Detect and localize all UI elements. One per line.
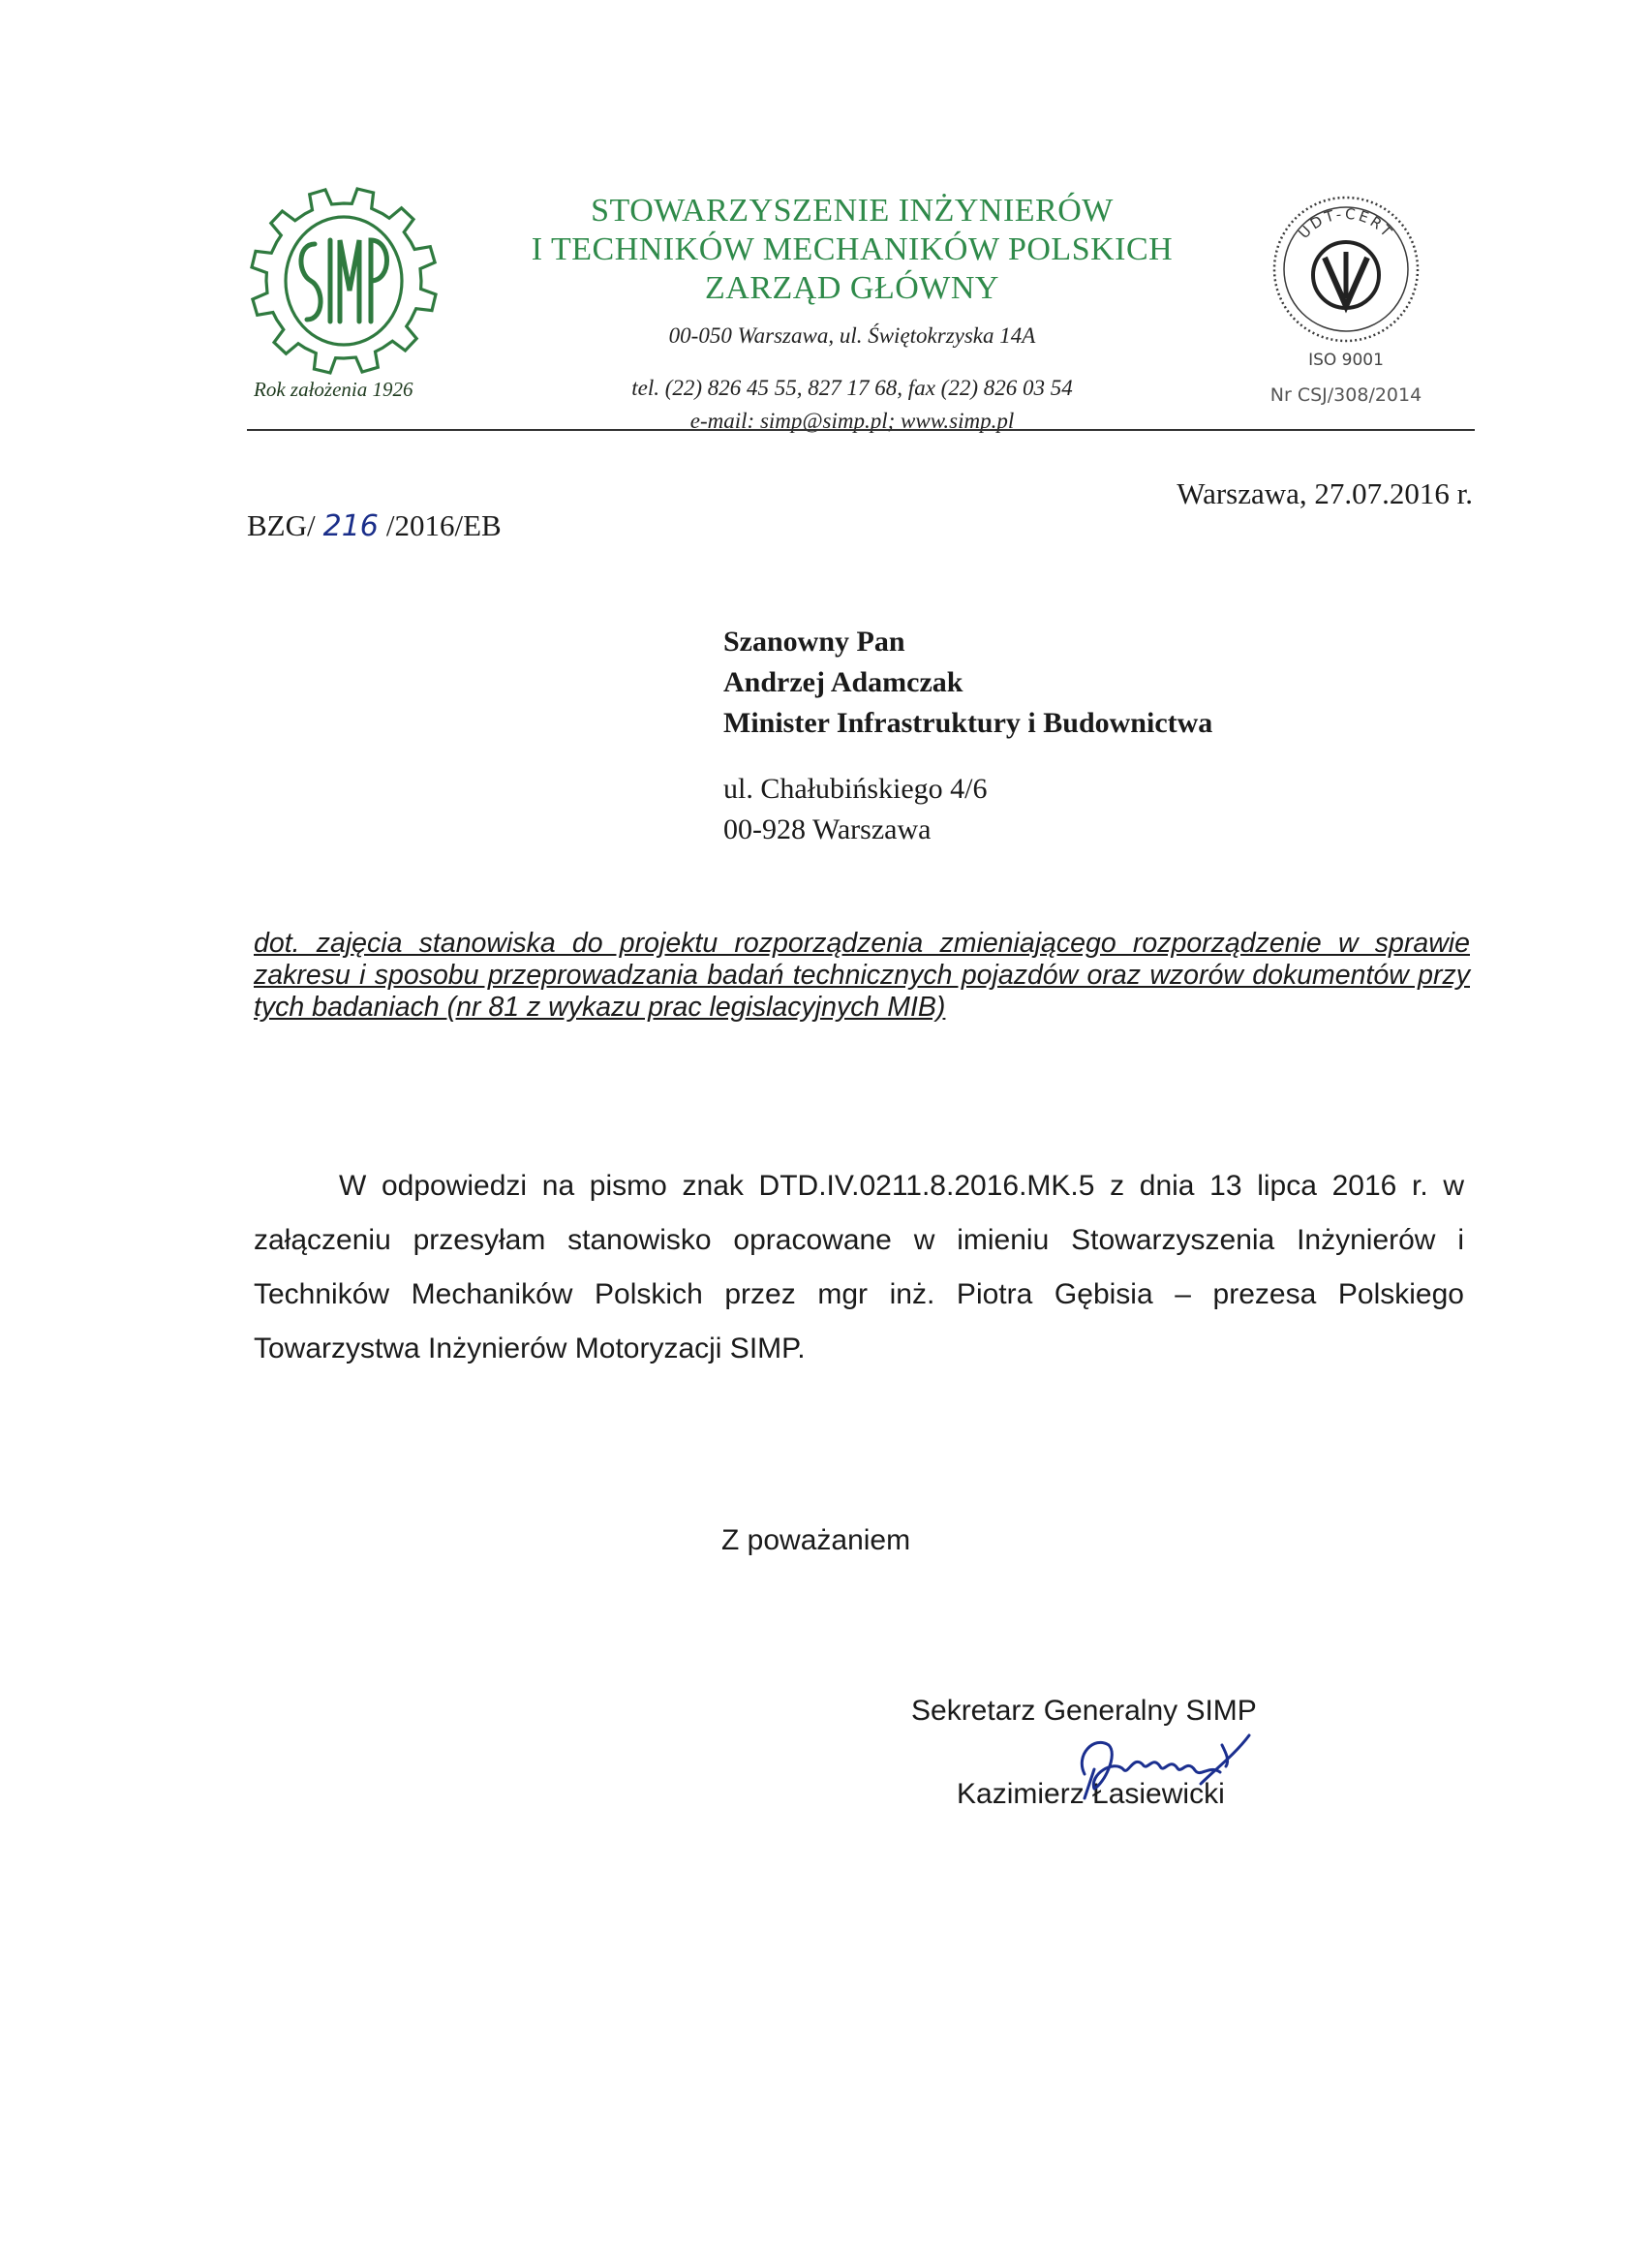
recipient-title: Minister Infrastruktury i Budownictwa (723, 707, 1213, 739)
contact-block (542, 320, 1162, 438)
org-name-line-3: ZARZĄD GŁÓWNY (705, 270, 999, 306)
recipient-city: 00-928 Warszawa (723, 813, 932, 845)
reference-handwritten-number: 216 (322, 509, 379, 543)
recipient-address (723, 769, 988, 850)
reference-number (247, 508, 502, 543)
org-name-line-2: I TECHNIKÓW MECHANIKÓW POLSKICH (531, 231, 1174, 267)
recipient-salutation: Szanowny Pan (723, 626, 905, 658)
recipient-block (723, 622, 1212, 744)
simp-logo (247, 184, 441, 378)
signatory-name: Kazimierz Łasiewicki (957, 1778, 1225, 1810)
org-phone: tel. (22) 826 45 55, 827 17 68, fax (22) 826 03 54 (631, 376, 1073, 400)
recipient-name: Andrzej Adamczak (723, 666, 963, 698)
svg-text:UDT-CERT: UDT-CERT (1295, 204, 1397, 243)
reference-prefix: BZG/ (247, 508, 316, 542)
org-email-web: e-mail: simp@simp.pl; www.simp.pl (689, 409, 1015, 433)
recipient-street: ul. Chałubińskiego 4/6 (723, 773, 988, 805)
org-address: 00-050 Warszawa, ul. Świętokrzyska 14A (668, 323, 1036, 348)
udt-cert-seal (1269, 192, 1423, 347)
founded-year: Rok założenia 1926 (254, 378, 413, 401)
iso-standard: ISO 9001 (1308, 351, 1384, 370)
signatory-title: Sekretarz Generalny SIMP (911, 1695, 1257, 1727)
organization-name (474, 192, 1230, 308)
closing-phrase: Z poważaniem (721, 1524, 911, 1556)
letter-date: Warszawa, 27.07.2016 r. (1177, 476, 1473, 510)
org-name-line-1: STOWARZYSZENIE INŻYNIERÓW (591, 193, 1114, 229)
iso-certificate-number: Nr CSJ/308/2014 (1269, 384, 1422, 406)
reference-suffix: /2016/EB (385, 508, 502, 542)
letter-subject: dot. zajęcia stanowiska do projektu rozporządzenia zmieniającego rozporządzenie w sprawie zakresu i sposobu przeprowadzania badań technicznych pojazdów oraz wzorów dokumentów przy tych badaniach (nr 81 z wykazu prac legislacyjnych MIB) (254, 928, 1470, 1023)
letter-body: W odpowiedzi na pismo znak DTD.IV.0211.8.2016.MK.5 z dnia 13 lipca 2016 r. w załączeniu przesyłam stanowisko opracowane w imieniu Stowarzyszenia Inżynierów i Techników Mechaników Polskich przez mgr inż. Piotra Gębisia – prezesa Polskiego Towarzystwa Inżynierów Motoryzacji SIMP. (254, 1170, 1464, 1364)
header-divider (247, 429, 1475, 431)
